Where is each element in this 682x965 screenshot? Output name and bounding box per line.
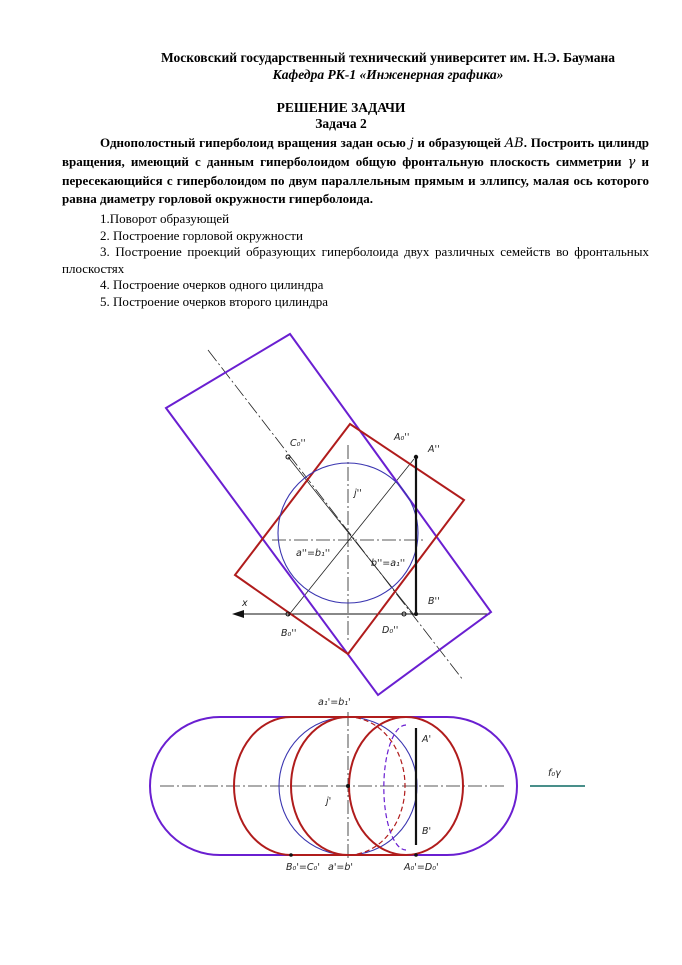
statement-part2: и образующей [417, 135, 502, 150]
step-2: 2. Построение горловой окружности [100, 227, 303, 243]
label-ba-front: b''=a₁'' [371, 558, 406, 569]
label-f0-trace: f₀γ [548, 768, 561, 779]
label-b0c0-top: B₀'=C₀' [286, 862, 320, 873]
department-name: Кафедра РК-1 «Инженерная графика» [272, 67, 504, 82]
generator-symbol: AB [504, 136, 524, 151]
label-a0d0-top: A₀'=D₀' [404, 862, 439, 873]
label-b-front: B'' [428, 596, 440, 607]
axis-symbol: j [409, 136, 414, 151]
point-a0-front [414, 455, 418, 459]
solution-title: РЕШЕНИЕ ЗАДАЧИ [276, 100, 406, 115]
statement-part3: . Построить цилиндр вращения, имеющий с данным гиперболоидом общую фронтальную плоскость симметрии [62, 135, 650, 169]
point-j-top [346, 784, 350, 788]
label-x-axis: x [242, 598, 248, 609]
step-4: 4. Построение очерков одного цилиндра [100, 277, 324, 292]
statement-part1: Однополостный гиперболоид вращения задан осью [100, 135, 406, 150]
step-3: 3. Построение проекций образующих гиперболоида двух различных семейств во фронтальных плоскостях [62, 244, 649, 276]
label-ab-top: a₁'=b₁' [318, 697, 351, 708]
label-c0-front: C₀'' [290, 438, 306, 449]
label-a0-front: A₀'' [394, 432, 410, 443]
x-axis-arrow [232, 610, 244, 618]
label-b-top: B' [422, 826, 432, 837]
top-view [150, 697, 585, 873]
university-name: Московский государственный технический университет им. Н.Э. Баумана [160, 50, 616, 65]
label-j-top: j' [326, 796, 332, 807]
label-ab-front: a''=b₁'' [296, 548, 331, 559]
label-ab-bottom-top: a'=b' [328, 862, 354, 873]
label-a-top: A' [422, 734, 432, 745]
plane-symbol: γ [627, 155, 636, 170]
point-a0-top [414, 853, 418, 857]
front-view [166, 334, 491, 695]
point-b-front [414, 612, 418, 616]
label-b0-front: B₀'' [281, 628, 297, 639]
label-d0-front: D₀'' [382, 625, 399, 636]
statement-part4: и пересекающийся с гиперболоидом по двум параллельным прямым и эллипсу, малая ось которого равна диаметру горловой окружности гиперболоида. [62, 154, 650, 206]
step-5: 5. Построение очерков второго цилиндра [100, 293, 328, 309]
step-1: 1.Поворот образующей [100, 211, 230, 226]
point-b0-top [289, 853, 293, 857]
label-j-front: j'' [354, 488, 362, 499]
label-a-front: A'' [428, 444, 440, 455]
task-number: Задача 2 [315, 116, 367, 131]
